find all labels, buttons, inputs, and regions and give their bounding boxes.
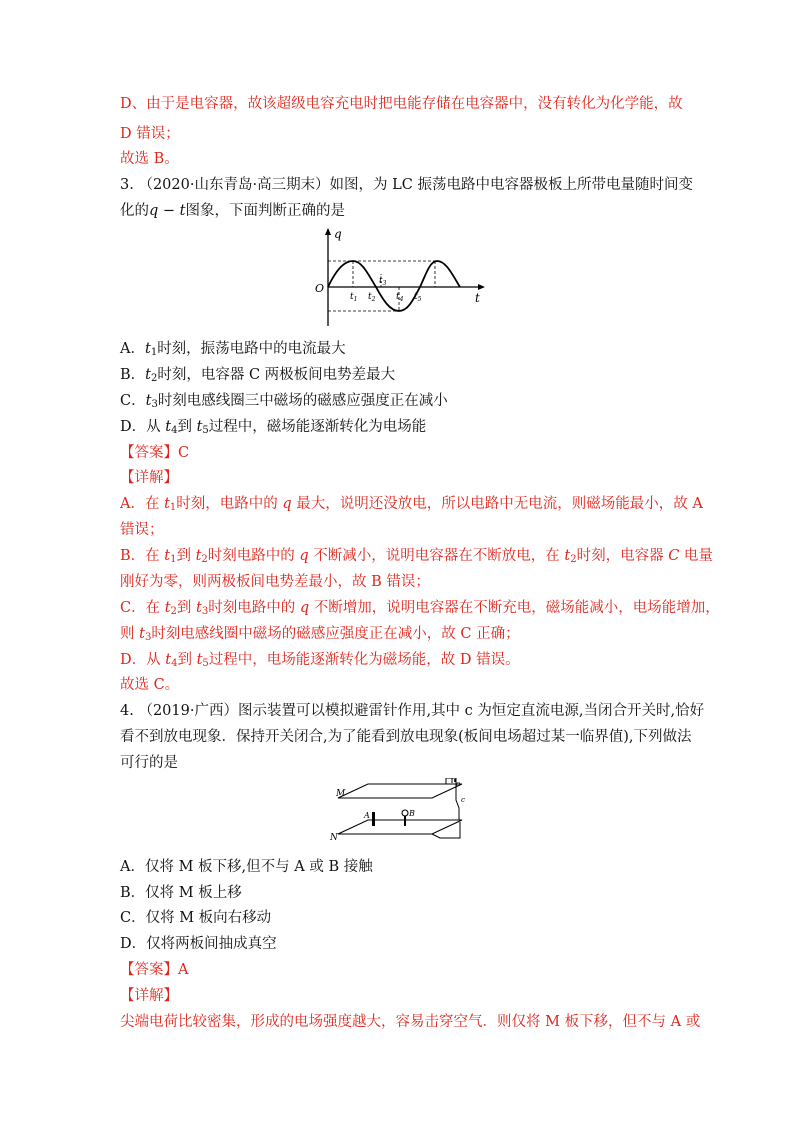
label-n: N — [330, 833, 338, 843]
q3-option-c: C．$t_3$时刻电感线圈三中磁场的磁感应强度正在减小 — [120, 393, 448, 410]
q3-exp-c-line1: C．在 $t_2$到 $t_3$时刻电路中的 q 不断增加，说明电容器在不断充电，磁场能减小，电场能增加， — [120, 600, 720, 617]
t3-label: $t_3$ — [379, 276, 387, 287]
q3-exp-a-line2: 错误； — [120, 522, 164, 538]
plate-n — [338, 820, 462, 834]
needle-a — [372, 812, 375, 826]
q3-exp-a-line1: A．在 $t_1$时刻，电路中的 q 最大，说明还没放电，所以电路中无电流，则磁场能最小，故 A — [120, 496, 703, 513]
q3-exp-d-line1: D．从 $t_4$到 $t_5$过程中，电场能逐渐转化为磁场能，故 D 错误。 — [120, 652, 520, 669]
t2-label: $t_2$ — [368, 292, 376, 303]
q3-formula: q − t — [149, 203, 186, 219]
t4-label: $t_4$ — [396, 292, 404, 303]
q3-exp-b-line1: B．在 $t_1$到 $t_2$时刻电路中的 q 不断减小，说明电容器在不断放电，在 $t_2$时刻，电容器 C 电量 — [120, 548, 713, 565]
prev-option-d-line1: D、由于是电容器，故该超级电容充电时把电能存储在电容器中，没有转化为化学能，故 — [120, 96, 683, 112]
label-c: c — [461, 796, 465, 804]
q3-option-d: D．从 $t_4$到 $t_5$过程中，磁场能逐渐转化为电场能 — [120, 419, 427, 436]
lower-wire — [432, 822, 460, 838]
origin-label: O — [315, 282, 325, 295]
q3-exp-c-line2: 则 $t_3$时刻电感线圈中磁场的磁感应强度正在减小，故 C 正确； — [120, 626, 520, 643]
q3-answer: 【答案】C — [120, 445, 190, 461]
q-label: q — [334, 227, 342, 241]
q4-option-c: C．仅将 M 板向右移动 — [120, 910, 272, 926]
q4-answer: 【答案】A — [120, 962, 189, 978]
t-label: t — [475, 291, 480, 305]
q3-qt-graph — [310, 226, 490, 328]
plate-m — [338, 784, 462, 798]
q4-option-b: B．仅将 M 板上移 — [120, 885, 242, 901]
q3-exp-b-line2: 刚好为零，则两极板间电势差最小，故 B 错误； — [120, 574, 430, 590]
q4-stem-line1: 4. （2019·广西）图示装置可以模拟避雷针作用,其中 c 为恒定直流电源,当闭合开关时,恰好 — [120, 703, 705, 719]
q4-stem-line2: 看不到放电现象．保持开关闭合,为了能看到放电现象(板间电场超过某一临界值),下列做法 — [120, 729, 692, 745]
q3-choose: 故选 C。 — [120, 677, 180, 693]
label-a: A — [364, 811, 370, 820]
q3-stem-line2: 化的q − t图象，下面判断正确的是 — [120, 203, 345, 219]
q4-detail-heading: 【详解】 — [120, 988, 178, 1004]
label-e: e — [456, 780, 461, 788]
label-m: M — [336, 789, 346, 799]
q4-stem-line3: 可行的是 — [120, 755, 178, 771]
q3-option-a: A．$t_1$时刻，振荡电路中的电流最大 — [120, 341, 346, 358]
t-axis-arrow — [478, 284, 485, 290]
q3-option-b: B．$t_2$时刻，电容器 C 两极板间电势差最大 — [120, 367, 396, 384]
q4-option-d: D．仅将两板间抽成真空 — [120, 936, 277, 952]
prev-choose: 故选 B。 — [120, 151, 179, 167]
prev-option-d-line2: D 错误； — [120, 126, 180, 142]
q4-apparatus-figure — [328, 778, 474, 846]
ball-b — [402, 810, 408, 816]
q3-stem-line1: 3. （2020·山东青岛·高三期末）如图，为 LC 振荡电路中电容器极板上所带电量随时间变 — [120, 177, 694, 193]
t5-label: $t_5$ — [414, 292, 422, 303]
q4-exp-line1: 尖端电荷比较密集，形成的电场强度越大，容易击穿空气．则仅将 M 板下移，但不与 A 或 — [120, 1014, 701, 1030]
q4-option-a: A．仅将 M 板下移,但不与 A 或 B 接触 — [120, 859, 373, 875]
sine-curve — [328, 261, 460, 311]
q3-detail-heading: 【详解】 — [120, 470, 178, 486]
t1-label: $t_1$ — [350, 292, 358, 303]
label-b: B — [409, 809, 415, 818]
q-axis-arrow — [325, 228, 331, 235]
